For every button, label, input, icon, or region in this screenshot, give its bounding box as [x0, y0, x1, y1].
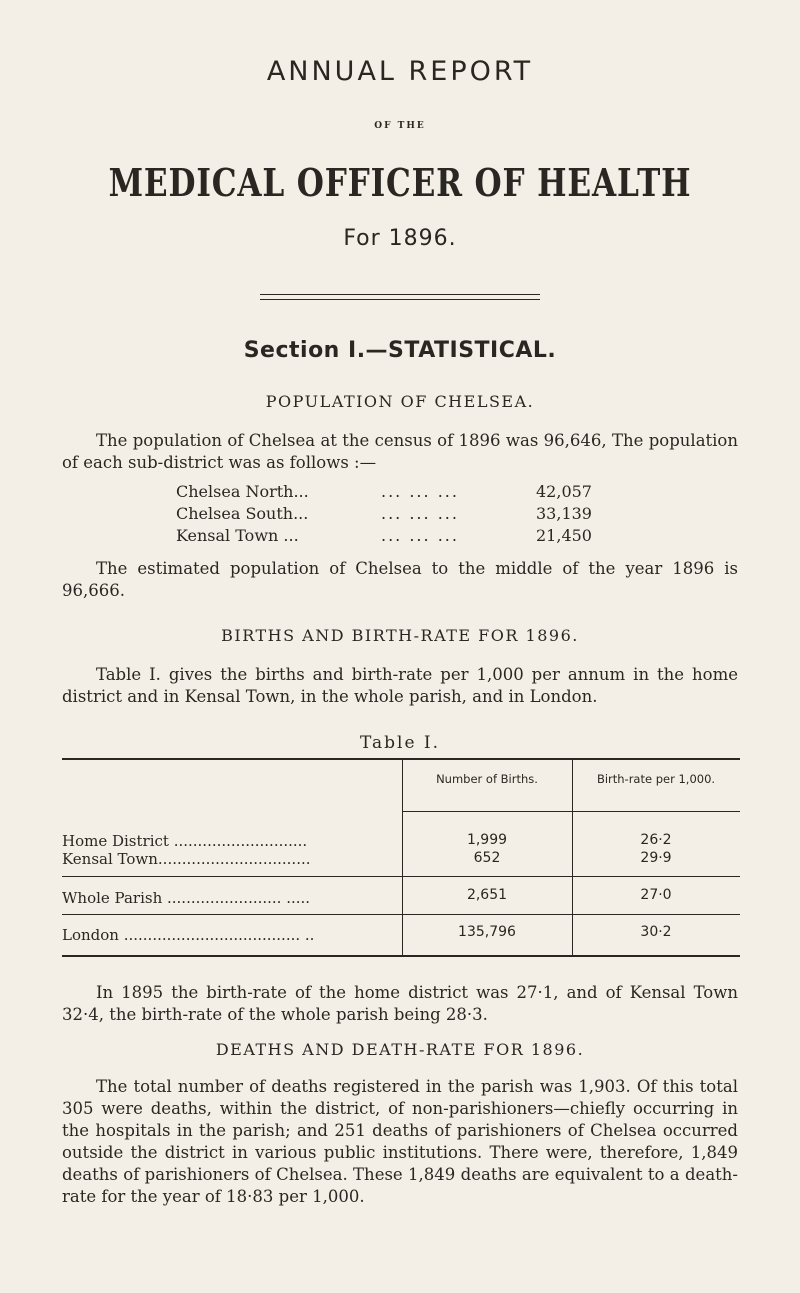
cell-births: 1,999: [466, 832, 508, 848]
cell-rate: 26·2: [640, 832, 672, 848]
header-rule: [402, 811, 740, 812]
subdistrict-name: Chelsea South...: [176, 504, 309, 523]
cell-births: 135,796: [458, 924, 516, 940]
births-paragraph-text: Table I. gives the births and birth-rate per 1,000 per annum in the home district and in Kensal Town, in the whole parish, and in London.: [62, 665, 738, 706]
births-table: [62, 758, 740, 958]
subdistrict-value: 21,450: [536, 526, 592, 545]
birth-rate-comparison-text: In 1895 the birth-rate of the home district was 27·1, and of Kensal Town 32·4, the birth-rate of the whole parish being 28·3.: [62, 983, 738, 1024]
population-paragraph-text: The population of Chelsea at the census of 1896 was 96,646, The population of each sub-district was as follows :—: [62, 431, 738, 472]
estimated-population-paragraph: [62, 558, 738, 602]
leader-dots: ... ... ...: [381, 504, 459, 523]
subdistrict-row: [176, 481, 616, 503]
title-of-the: OF THE: [374, 121, 426, 131]
row-label-london: London ..................................... ..: [62, 926, 315, 944]
table-top-rule: [62, 758, 740, 760]
birth-rate-comparison-paragraph: [62, 982, 738, 1026]
header-birth-rate: Birth-rate per 1,000.: [596, 772, 716, 786]
population-paragraph: [62, 430, 738, 474]
title-year: For 1896.: [343, 226, 457, 251]
header-number-of-births: Number of Births.: [436, 772, 538, 786]
births-paragraph: [62, 664, 738, 708]
subdistrict-value: 33,139: [536, 504, 592, 523]
subdistrict-name: Kensal Town ...: [176, 526, 299, 545]
cell-rate: 29·9: [640, 850, 672, 866]
leader-dots: ... ... ...: [381, 526, 459, 545]
subdistrict-value: 42,057: [536, 482, 592, 501]
leader-dots: ... ... ...: [381, 482, 459, 501]
row-label-kensal-town: Kensal Town................................: [62, 850, 311, 868]
deaths-heading: DEATHS AND DEATH-RATE FOR 1896.: [215, 1040, 585, 1059]
title-annual-report: ANNUAL REPORT: [266, 56, 534, 87]
cell-rate: 30·2: [640, 924, 672, 940]
row-rule: [62, 914, 740, 915]
subdistrict-name: Chelsea North...: [176, 482, 309, 501]
double-rule-divider: [260, 294, 540, 300]
subdistrict-row: [176, 503, 616, 525]
deaths-paragraph: [62, 1076, 738, 1208]
deaths-paragraph-text: The total number of deaths registered in the parish was 1,903. Of this total 305 were deaths, within the district, of non-parishioners—chiefly occurring in the hospitals in the parish; and 251 deaths of parishioners of Chelsea occurred outside the district in various public institutions. There were, therefore, 1,849 deaths of parishioners of Chelsea. These 1,849 deaths are equivalent to a death-rate for the year of 18·83 per 1,000.: [62, 1077, 738, 1206]
table-bottom-rule: [62, 955, 740, 957]
title-medical-officer: MEDICAL OFFICER OF HEALTH: [108, 160, 692, 205]
cell-rate: 27·0: [640, 887, 672, 903]
row-label-home-district: Home District ............................: [62, 832, 308, 850]
cell-births: 652: [473, 850, 501, 866]
row-rule: [62, 876, 740, 877]
births-heading: BIRTHS AND BIRTH-RATE FOR 1896.: [221, 626, 579, 645]
cell-births: 2,651: [466, 887, 508, 903]
row-label-whole-parish: Whole Parish ........................ .....: [62, 889, 311, 907]
section-title: Section I.—STATISTICAL.: [243, 338, 557, 363]
population-heading: POPULATION OF CHELSEA.: [265, 392, 535, 411]
subdistrict-row: [176, 525, 616, 547]
table-caption: Table I.: [359, 733, 441, 753]
estimated-population-text: The estimated population of Chelsea to the middle of the year 1896 is 96,666.: [62, 559, 738, 600]
